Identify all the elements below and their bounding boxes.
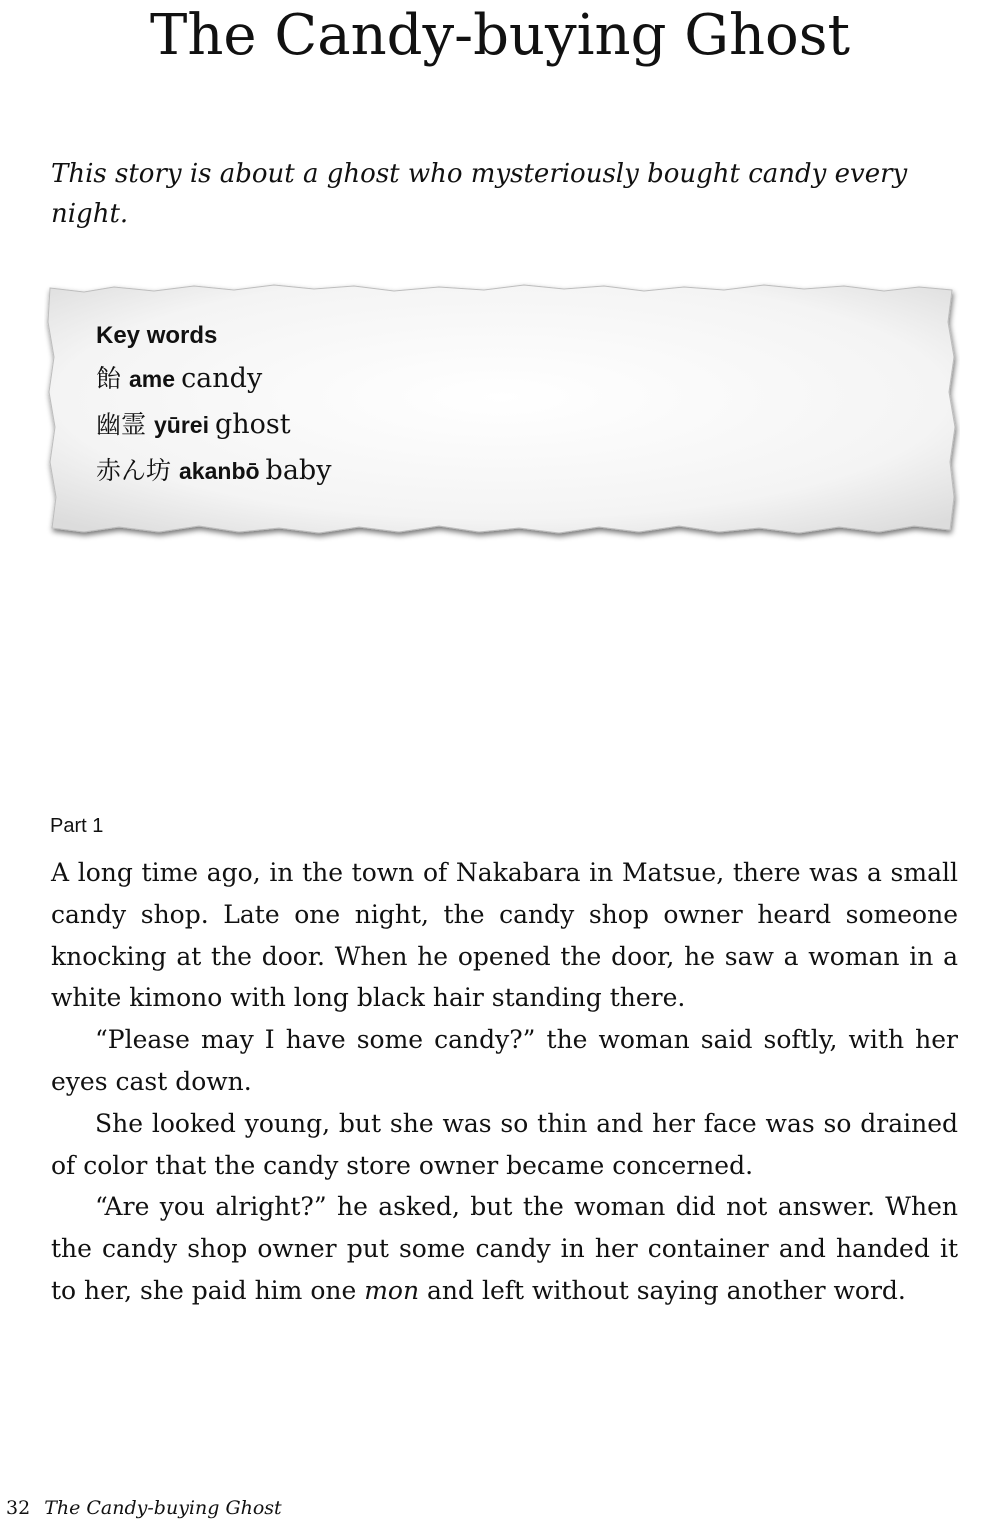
- key-word-row: [96, 402, 896, 448]
- story-italic-term: mon: [364, 1275, 420, 1305]
- key-word-meaning: candy: [181, 363, 263, 394]
- key-word-romaji: ame: [129, 366, 176, 392]
- story-text: and left without saying another word.: [419, 1275, 906, 1305]
- story-paragraph: A long time ago, in the town of Nakabara in Matsue, there was a small candy shop. Late one night, the candy shop owner heard someone knocking at the door. When he opened the door, he saw a woman in a white kimono with long black hair standing there.: [51, 858, 958, 1013]
- page-footer: [6, 1494, 282, 1522]
- key-word-row: [96, 448, 896, 494]
- key-word-japanese: 幽霊: [96, 410, 147, 439]
- part-label: Part 1: [50, 815, 104, 837]
- story-paragraph: She looked young, but she was so thin and her face was so drained of color that the candy store owner became concerned.: [51, 1108, 958, 1180]
- key-words-heading: Key words: [96, 322, 218, 349]
- running-title: The Candy-buying Ghost: [44, 1497, 282, 1519]
- key-word-meaning: baby: [265, 455, 332, 486]
- key-word-romaji: yūrei: [154, 412, 209, 438]
- story-text: “Are you alright?” he asked, but the woman did not answer. When the candy shop owner put some candy in her container and handed it to her, she paid him one: [51, 1192, 958, 1305]
- story-body: [51, 852, 958, 1312]
- page-number: 32: [6, 1497, 31, 1519]
- story-paragraph: “Please may I have some candy?” the woman said softly, with her eyes cast down.: [51, 1025, 958, 1096]
- key-word-romaji: akanbō: [179, 458, 260, 484]
- key-word-japanese: 飴: [96, 364, 122, 393]
- key-word-meaning: ghost: [215, 409, 291, 440]
- intro-text: This story is about a ghost who mysteriously bought candy every night.: [51, 159, 908, 229]
- key-word-japanese: 赤ん坊: [96, 456, 172, 485]
- key-word-row: [96, 356, 896, 402]
- page-title: The Candy-buying Ghost: [150, 3, 850, 68]
- key-words-box: [44, 282, 960, 542]
- story-paragraph: [51, 1186, 958, 1311]
